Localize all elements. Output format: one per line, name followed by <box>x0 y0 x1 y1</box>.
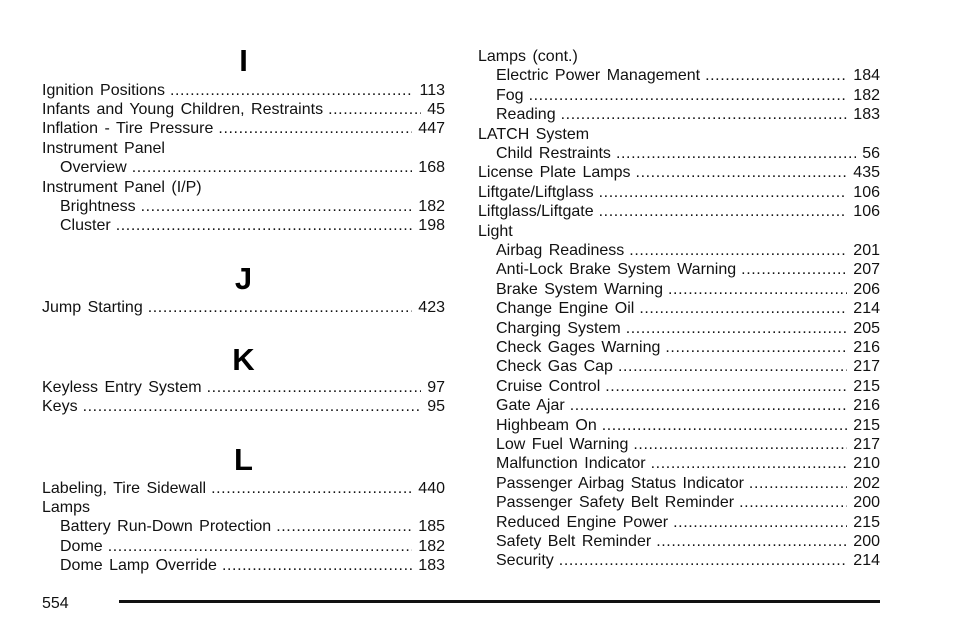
entry-label: Inflation - Tire Pressure <box>42 120 214 138</box>
index-subentry <box>496 105 880 124</box>
leader-dots <box>741 260 847 279</box>
index-entry <box>478 222 880 241</box>
entry-label: Child Restraints <box>496 145 611 162</box>
entry-page-number: 56 <box>862 145 880 162</box>
index-subentry <box>496 66 880 85</box>
entry-page-number: 184 <box>853 67 880 85</box>
index-subentry <box>496 532 880 551</box>
index-subentry <box>496 144 880 163</box>
section-letter-heading: J <box>234 261 253 296</box>
entry-label: Check Gas Cap <box>496 358 613 376</box>
entry-label: Fog <box>496 86 524 104</box>
index-subentry <box>496 551 880 570</box>
entry-page-number: 216 <box>853 397 880 415</box>
entry-label: Liftgate/Liftglass <box>478 183 594 201</box>
index-subentry <box>496 280 880 299</box>
leader-dots <box>328 100 421 119</box>
entry-label: Passenger Airbag Status Indicator <box>496 474 744 492</box>
leader-dots <box>276 517 412 536</box>
index-entry <box>42 298 445 317</box>
index-subentry <box>60 158 445 177</box>
index-subentry <box>496 319 880 338</box>
entry-label: Security <box>496 552 554 570</box>
entry-page-number: 214 <box>853 300 880 318</box>
leader-dots <box>218 119 412 138</box>
entry-page-number: 182 <box>853 86 880 104</box>
entry-label: Reading <box>496 106 556 124</box>
entry-label: Charging System <box>496 319 621 337</box>
index-subentry <box>496 474 880 493</box>
index-subentry <box>496 377 880 396</box>
entry-page-number: 206 <box>853 280 880 298</box>
index-entry <box>42 139 445 158</box>
entry-label: Keys <box>42 398 78 416</box>
entry-label: Instrument Panel <box>42 139 165 157</box>
entry-label: Liftglass/Liftgate <box>478 203 594 221</box>
index-entry <box>42 479 445 498</box>
entry-page-number: 201 <box>853 242 880 259</box>
entry-label: Reduced Engine Power <box>496 513 669 531</box>
entry-page-number: 210 <box>853 455 880 473</box>
index-entry <box>42 119 445 138</box>
entry-page-number: 183 <box>418 557 445 575</box>
entry-label: License Plate Lamps <box>478 164 631 182</box>
index-entry <box>478 183 880 202</box>
entry-label: Dome <box>60 537 103 555</box>
entry-label: Low Fuel Warning <box>496 436 629 453</box>
leader-dots <box>705 66 847 85</box>
entry-page-number: 202 <box>853 474 880 492</box>
entry-label: Jump Starting <box>42 298 143 316</box>
index-subentry <box>496 241 880 260</box>
index-entry <box>42 100 445 119</box>
entry-label: Cluster <box>60 217 111 235</box>
index-entry <box>478 125 880 144</box>
leader-dots <box>116 216 413 235</box>
index-subentry <box>496 260 880 279</box>
entry-page-number: 216 <box>853 339 880 356</box>
entry-label: Brightness <box>60 197 136 215</box>
index-subentry <box>496 513 880 532</box>
leader-dots <box>108 537 413 556</box>
entry-page-number: 200 <box>853 494 880 512</box>
index-subentry <box>60 216 445 235</box>
entry-page-number: 435 <box>853 164 880 182</box>
entry-label: Change Engine Oil <box>496 300 635 318</box>
entry-page-number: 217 <box>853 436 880 453</box>
entry-page-number: 207 <box>853 261 880 279</box>
leader-dots <box>651 454 848 473</box>
section-letter-heading: I <box>239 43 248 78</box>
entry-page-number: 185 <box>418 518 445 536</box>
leader-dots <box>148 298 413 317</box>
entry-label: LATCH System <box>478 125 590 143</box>
leader-dots <box>559 551 848 570</box>
leader-dots <box>668 280 847 299</box>
index-entry <box>478 202 880 221</box>
leader-dots <box>132 158 413 177</box>
leader-dots <box>629 241 847 260</box>
leader-dots <box>626 319 848 338</box>
entry-page-number: 200 <box>853 533 880 550</box>
leader-dots <box>605 377 847 396</box>
entry-label: Electric Power Management <box>496 67 701 85</box>
index-entry <box>42 178 445 197</box>
entry-label: Highbeam On <box>496 416 597 434</box>
entry-label: Dome Lamp Override <box>60 557 217 575</box>
entry-label: Check Gages Warning <box>496 339 661 356</box>
entry-label: Keyless Entry System <box>42 379 202 396</box>
leader-dots <box>749 474 847 493</box>
entry-page-number: 113 <box>419 81 445 99</box>
entry-label: Infants and Young Children, Restraints <box>42 100 324 118</box>
entry-page-number: 97 <box>427 379 445 396</box>
leader-dots <box>222 556 412 575</box>
entry-page-number: 440 <box>418 479 445 497</box>
leader-dots <box>616 144 856 163</box>
index-subentry <box>496 86 880 105</box>
leader-dots <box>529 86 848 105</box>
footer-rule <box>119 600 880 603</box>
entry-label: Battery Run-Down Protection <box>60 518 272 536</box>
leader-dots <box>602 416 848 435</box>
entry-label: Lamps (cont.) <box>478 48 578 65</box>
leader-dots <box>83 397 422 416</box>
index-subentry <box>496 299 880 318</box>
entry-label: Labeling, Tire Sidewall <box>42 479 207 497</box>
entry-label: Lamps <box>42 498 91 516</box>
entry-label: Light <box>478 222 513 240</box>
leader-dots <box>599 183 848 202</box>
leader-dots <box>633 435 847 454</box>
index-subentry <box>496 493 880 512</box>
leader-dots <box>639 299 847 318</box>
index-entry <box>42 378 445 397</box>
entry-page-number: 198 <box>418 217 445 235</box>
leader-dots <box>599 202 848 221</box>
index-entry <box>478 163 880 182</box>
leader-dots <box>656 532 847 551</box>
entry-page-number: 217 <box>853 358 880 376</box>
leader-dots <box>673 513 847 532</box>
index-subentry <box>496 396 880 415</box>
entry-label: Anti-Lock Brake System Warning <box>496 261 737 279</box>
entry-page-number: 182 <box>418 197 445 215</box>
entry-page-number: 423 <box>418 298 445 316</box>
index-entry <box>42 81 445 100</box>
entry-label: Malfunction Indicator <box>496 455 646 473</box>
entry-page-number: 215 <box>853 513 880 531</box>
leader-dots <box>570 396 848 415</box>
entry-page-number: 214 <box>853 552 880 570</box>
entry-page-number: 183 <box>853 106 880 124</box>
index-entry <box>42 397 445 416</box>
entry-label: Brake System Warning <box>496 280 664 298</box>
page-number: 554 <box>42 595 69 612</box>
leader-dots <box>170 81 414 100</box>
index-subentry <box>496 454 880 473</box>
leader-dots <box>207 378 422 397</box>
entry-label: Airbag Readiness <box>496 242 625 259</box>
entry-page-number: 182 <box>418 537 445 555</box>
index-subentry <box>496 435 880 454</box>
index-subentry <box>60 537 445 556</box>
entry-page-number: 106 <box>853 203 880 221</box>
leader-dots <box>141 197 413 216</box>
entry-label: Safety Belt Reminder <box>496 533 652 550</box>
index-subentry <box>496 338 880 357</box>
index-subentry <box>60 556 445 575</box>
leader-dots <box>636 163 848 182</box>
index-entry <box>42 498 445 517</box>
section-letter-heading: K <box>232 342 255 377</box>
entry-page-number: 447 <box>418 120 445 138</box>
section-letter-heading: L <box>234 442 253 477</box>
leader-dots <box>665 338 847 357</box>
entry-page-number: 95 <box>427 398 445 416</box>
entry-label: Instrument Panel (I/P) <box>42 178 202 196</box>
entry-page-number: 106 <box>853 183 880 201</box>
index-subentry <box>60 517 445 536</box>
entry-label: Overview <box>60 159 127 177</box>
entry-label: Gate Ajar <box>496 397 565 415</box>
entry-page-number: 45 <box>427 100 445 118</box>
entry-label: Passenger Safety Belt Reminder <box>496 494 735 512</box>
index-entry <box>478 47 880 66</box>
index-subentry <box>60 197 445 216</box>
index-subentry <box>496 357 880 376</box>
entry-label: Ignition Positions <box>42 81 165 99</box>
leader-dots <box>618 357 847 376</box>
entry-page-number: 205 <box>853 319 880 337</box>
leader-dots <box>211 479 412 498</box>
entry-page-number: 215 <box>853 416 880 434</box>
leader-dots <box>739 493 847 512</box>
entry-label: Cruise Control <box>496 377 601 395</box>
leader-dots <box>561 105 848 124</box>
entry-page-number: 168 <box>418 159 445 177</box>
index-subentry <box>496 416 880 435</box>
entry-page-number: 215 <box>853 377 880 395</box>
